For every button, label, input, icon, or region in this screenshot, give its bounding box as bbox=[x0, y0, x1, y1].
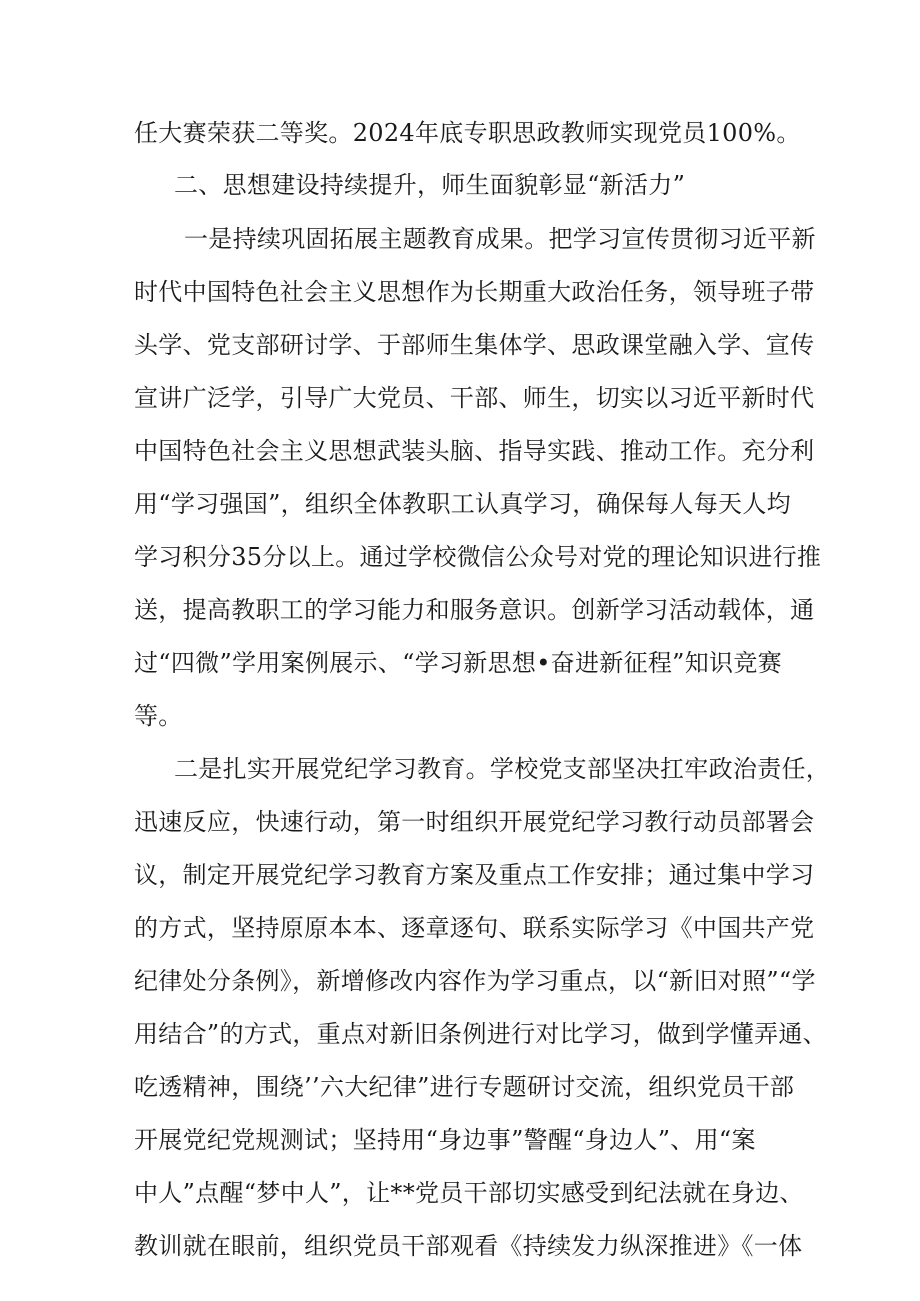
text-line: 学习积分35分以上。通过学校微信公众号对党的理论知识进行推 bbox=[134, 543, 822, 571]
text-line: 用结合”的方式，重点对新旧条例进行对比学习，做到学懂弄通、 bbox=[134, 1020, 827, 1048]
text-line: 送，提高教职工的学习能力和服务意识。创新学习活动载体，通 bbox=[134, 596, 815, 624]
text-line: 过“四微”学用案例展示、“学习新思想•奋进新征程”知识竞赛 bbox=[134, 649, 782, 677]
paragraph-first-line: 二是扎实开展党纪学习教育。学校党支部坚决扛牢政治责任， bbox=[174, 755, 831, 783]
text-line: 等。 bbox=[134, 702, 183, 730]
text-line: 的方式，坚持原原本本、逐章逐句、联系实际学习《中国共产党 bbox=[134, 914, 815, 942]
text-line: 中国特色社会主义思想武装头脑、指导实践、推动工作。充分利 bbox=[134, 437, 815, 465]
text-line: 议，制定开展党纪学习教育方案及重点工作安排；通过集中学习 bbox=[134, 861, 815, 889]
text-line: 中人”点醒“梦中人”，让**党员干部切实感受到纪法就在身边、 bbox=[134, 1179, 804, 1207]
paragraph-first-line: 一是持续巩固拓展主题教育成果。把学习宣传贯彻习近平新 bbox=[184, 225, 816, 253]
text-line: 纪律处分条例》，新增修改内容作为学习重点，以“新旧对照”“学 bbox=[134, 967, 816, 995]
text-line: 吃透精神，围绕’’六大纪律”进行专题研讨交流，组织党员干部 bbox=[134, 1073, 795, 1101]
text-line: 教训就在眼前，组织党员干部观看《持续发力纵深推进》《一体 bbox=[134, 1232, 803, 1260]
text-line: 任大赛荣获二等奖。2024年底专职思政教师实现党员100%。 bbox=[134, 119, 801, 147]
section-heading: 二、思想建设持续提升，师生面貌彰显“新活力” bbox=[174, 171, 686, 199]
text-line: 宣讲广泛学，引导广大党员、干部、师生，切实以习近平新时代 bbox=[134, 384, 815, 412]
text-line: 时代中国特色社会主义思想作为长期重大政治任务，领导班子带 bbox=[134, 278, 815, 306]
text-line: 用“学习强国”，组织全体教职工认真学习，确保每人每天人均 bbox=[134, 490, 791, 518]
text-line: 开展党纪党规测试；坚持用“身边事”警醒“身边人”、用“案 bbox=[134, 1126, 756, 1154]
text-line: 头学、党支部研讨学、于部师生集体学、思政课堂融入学、宣传 bbox=[134, 331, 815, 359]
text-line: 迅速反应，快速行动，第一时组织开展党纪学习教行动员部署会 bbox=[134, 808, 815, 836]
